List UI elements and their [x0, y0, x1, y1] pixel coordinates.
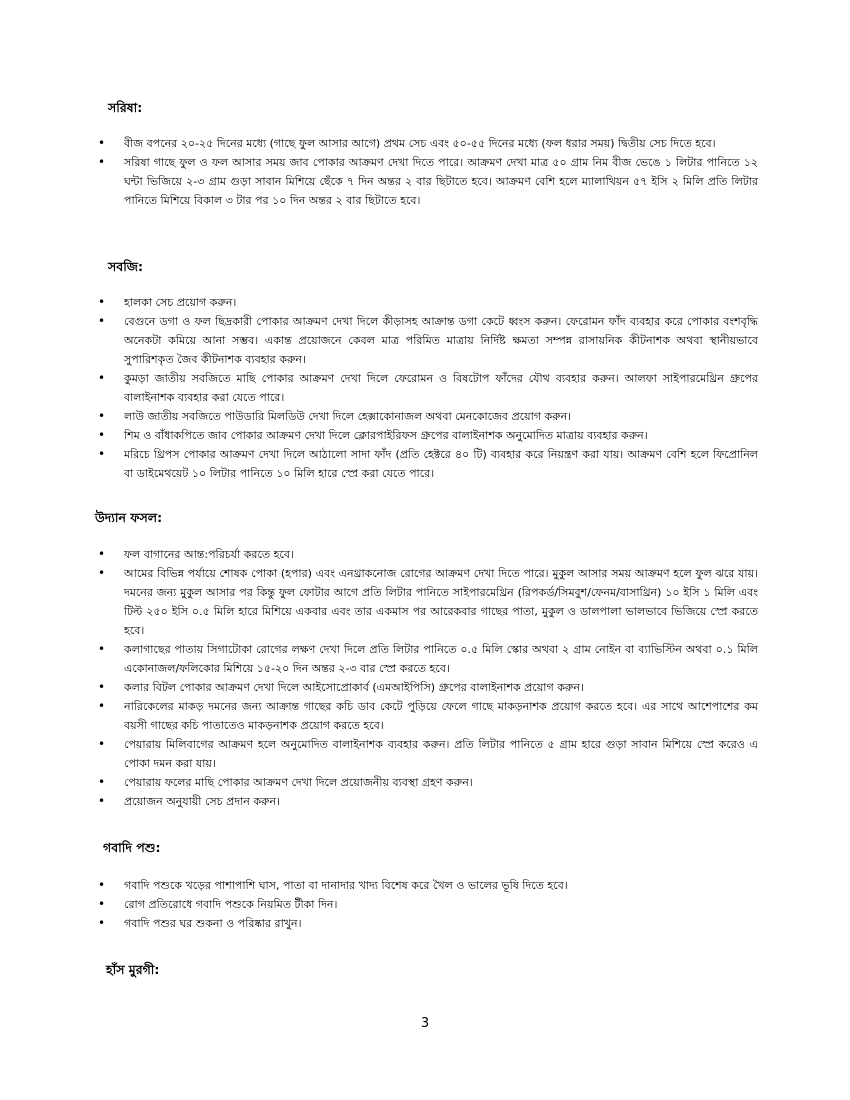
section-title-vegetables: সবজি: — [108, 259, 143, 274]
section-title-livestock: গবাদি পশু: — [103, 840, 161, 855]
list-item: • ফল বাগানের আন্ত:পরিচর্যা করতে হবে। — [88, 545, 758, 564]
page-number: 3 — [420, 1016, 430, 1031]
list-item: • শিম ও বাঁধাকপিতে জাব পোকার আক্রমণ দেখা দিলে ক্লোরপাইরিফস গ্রুপের বালাইনাশক অনুমোদিত মাত্রায় ব্যবহার করুন। — [88, 426, 758, 445]
livestock-list — [88, 876, 758, 933]
section-title-poultry: হাঁস মুরগী: — [106, 962, 160, 977]
mustard-list — [88, 134, 758, 210]
section-title-horticulture: উদ্যান ফসল: — [95, 510, 163, 525]
list-item: • কুমড়া জাতীয় সবজিতে মাছি পোকার আক্রমণ দেখা দিলে ফেরোমন ও বিষটোপ ফাঁদের যৌথ ব্যবহার করুন। আলফা সাইপারমেথ্রিন গ্রুপের বালাইনাশক ব্যবহার করা যেতে পারে। — [88, 369, 758, 407]
list-item: • বেগুনে ডগা ও ফল ছিদ্রকারী পোকার আক্রমণ দেখা দিলে কীড়াসহ আক্রান্ত ডগা কেটে ধ্বংস করুন। ফেরোমন ফাঁদ ব্যবহার করে পোকার বংশবৃদ্ধি অনেকটা কমিয়ে আনা সম্ভব। একান্ত প্রয়োজনে কেবল মাত্র পরিমিত মাত্রায় নির্দিষ্ট ক্ষমতা সম্পন্ন রাসায়নিক কীটনাশক অথবা স্থানীয়ভাবে সুপারিশকৃত জৈব কীটনাশক ব্যবহার করুন। — [88, 312, 758, 369]
list-item: • কলার বিটল পোকার আক্রমণ দেখা দিলে আইসোপ্রোকার্ব (এমআইপিসি) গ্রুপের বালাইনাশক প্রয়োগ করুন। — [88, 678, 758, 697]
list-item: • কলাগাছের পাতায় সিগাটোকা রোগের লক্ষণ দেখা দিলে প্রতি লিটার পানিতে ০.৫ মিলি স্কোর অথবা ২ গ্রাম নোইন বা ব্যাভিস্টিন অথবা ০.১ মিলি একোনাজল/ফলিকোর মিশিয়ে ১৫-২০ দিন অন্তর ২-৩ বার স্প্রে করতে হবে। — [88, 640, 758, 678]
list-item: • বীজ বপনের ২০-২৫ দিনের মধ্যে (গাছে ফুল আসার আগে) প্রথম সেচ এবং ৫০-৫৫ দিনের মধ্যে (ফল ধরার সময়) দ্বিতীয় সেচ দিতে হবে। — [88, 134, 758, 153]
list-item: • গবাদি পশুকে খড়ের পাশাপাশি ঘাস, পাতা বা দানাদার খাদ্য বিশেষ করে খৈল ও ভালের ভূষি দিতে হবে। — [88, 876, 758, 895]
list-item: • নারিকেলের মাকড় দমনের জন্য আক্রান্ত গাছের কচি ডাব কেটে পুড়িয়ে ফেলে গাছে মাকড়নাশক প্রয়োগ করতে হবে। এর সাথে আশেপাশের কম বয়সী গাছের কচি পাতাতেও মাকড়নাশক প্রয়োগ করতে হবে। — [88, 697, 758, 735]
vegetables-list — [88, 293, 758, 483]
list-item: • লাউ জাতীয় সবজিতে পাউডারি মিলডিউ দেখা দিলে হেক্সাকোনাজল অথবা মেনকোজেব প্রয়োগ করুন। — [88, 407, 758, 426]
list-item: • সরিষা গাছে ফুল ও ফল আসার সময় জাব পোকার আক্রমণ দেখা দিতে পারে। আক্রমণ দেখা মাত্র ৫০ গ্রাম নিম বীজ ভেঙে ১ লিটার পানিতে ১২ ঘন্টা ভিজিয়ে ২-৩ গ্রাম গুড়া সাবান মিশিয়ে ছেঁকে ৭ দিন অন্তর ২ বার ছিটাতে হবে। আক্রমণ বেশি হলে ম্যালাথিয়ন ৫৭ ইসি ২ মিলি প্রতি লিটার পানিতে মিশিয়ে বিকাল ৩ টার পর ১০ দিন অন্তর ২ বার ছিটাতে হবে। — [88, 153, 758, 210]
list-item: • পেয়ারায় ফলের মাছি পোকার আক্রমণ দেখা দিলে প্রয়োজনীয় ব্যবস্থা গ্রহণ করুন। — [88, 773, 758, 792]
list-item: • প্রয়োজন অনুযায়ী সেচ প্রদান করুন। — [88, 792, 758, 811]
list-item: • রোগ প্রতিরোধে গবাদি পশুকে নিয়মিত টীকা দিন। — [88, 895, 758, 914]
section-title-mustard: সরিষা: — [108, 100, 143, 115]
list-item: • আমের বিভিন্ন পর্যায়ে শোষক পোকা (হপার) এবং এনথ্রাকনোজ রোগের আক্রমণ দেখা দিতে পারে। মুকুল আসার সময় আক্রমণ হলে ফুল ঝরে যায়। দমনের জন্য মুকুল আসার পর কিন্তু ফুল ফোটার আগে প্রতি লিটার পানিতে সাইপারমেথ্রিন (রিপকর্ড/সিমবুশ/ফেনম/বাসাথ্রিন) ১০ ইসি ১ মিলি এবং টিল্ট ২৫০ ইসি ০.৫ মিলি হারে মিশিয়ে একবার এবং তার একমাস পর আরেকবার গাছের পাতা, মুকুল ও ডালপালা ভালভাবে ভিজিয়ে স্প্রে করতে হবে। — [88, 564, 758, 640]
horticulture-list — [88, 545, 758, 811]
list-item: • হালকা সেচ প্রয়োগ করুন। — [88, 293, 758, 312]
list-item: • মরিচে থ্রিপস পোকার আক্রমণ দেখা দিলে আঠালো সাদা ফাঁদ (প্রতি হেক্টরে ৪০ টি) ব্যবহার করে নিয়ন্ত্রণ করা যায়। আক্রমণ বেশি হলে ফিপ্রোনিল বা ডাইমেথয়েট ১০ লিটার পানিতে ১০ মিলি হারে স্প্রে করা যেতে পারে। — [88, 445, 758, 483]
list-item: • পেয়ারায় মিলিবাগের আক্রমণ হলে অনুমোদিত বালাইনাশক ব্যবহার করুন। প্রতি লিটার পানিতে ৫ গ্রাম হারে গুড়া সাবান মিশিয়ে স্প্রে করেও এ পোকা দমন করা যায়। — [88, 735, 758, 773]
list-item: • গবাদি পশুর ঘর শুকনা ও পরিষ্কার রাখুন। — [88, 914, 758, 933]
